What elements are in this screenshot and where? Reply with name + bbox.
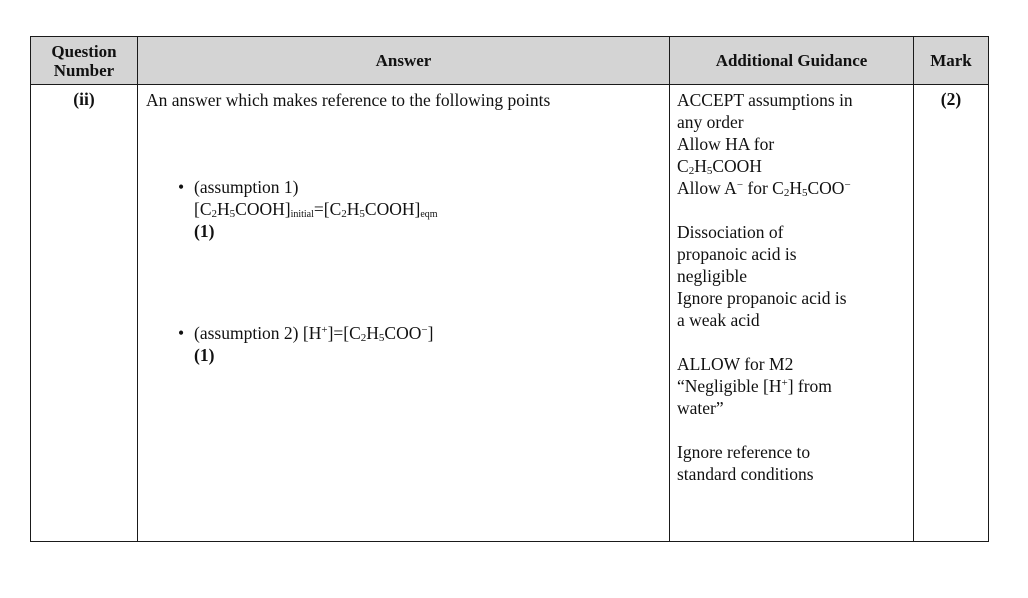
answer-cell [138, 85, 670, 542]
assumption-1-equation: $[C_2H_5COOH]_{initial}=[C_2H_5COOH]_{eqm}$ [194, 199, 438, 220]
mark-value: (2) [914, 85, 989, 542]
guidance-line: $C_2H_5COOH$ [677, 156, 762, 177]
guidance-cell [670, 85, 914, 542]
guidance-line: Ignore reference to [677, 442, 811, 462]
header-mark: Mark [914, 37, 989, 85]
answer-bullet-2 [146, 322, 661, 366]
header-answer: Answer [138, 37, 670, 85]
bullet-icon: • [178, 323, 185, 343]
guidance-line: a weak acid [677, 310, 760, 330]
guidance-line: standard conditions [677, 464, 814, 484]
assumption-1-label: (assumption 1) [194, 177, 299, 197]
assumption-2-label: (assumption 2) [194, 323, 299, 343]
assumption-1-mark: (1) [194, 221, 215, 241]
guidance-line: water” [677, 398, 724, 418]
table-row [31, 85, 989, 542]
guidance-line: Ignore propanoic acid is [677, 288, 847, 308]
guidance-line: Allow HA for [677, 134, 775, 154]
guidance-line: any order [677, 112, 744, 132]
assumption-2-line [194, 322, 661, 344]
answer-intro: An answer which makes reference to the following points [146, 90, 551, 110]
assumption-2-mark: (1) [194, 345, 215, 365]
question-number: (ii) [31, 85, 138, 542]
assumption-2-equation: $[H^+]=[C_2H_5COO^-]$ [302, 323, 434, 344]
guidance-line: Dissociation of [677, 222, 784, 242]
answer-bullet-1 [146, 176, 661, 242]
header-question-number: Question Number [31, 37, 138, 85]
guidance-line: negligible [677, 266, 747, 286]
guidance-line: ALLOW for M2 [677, 354, 794, 374]
guidance-line: Allow A− for $C_2H_5COO^-$ [677, 178, 851, 199]
guidance-line: propanoic acid is [677, 244, 797, 264]
bullet-icon: • [178, 177, 185, 197]
guidance-line: “Negligible [H+] from [677, 376, 832, 396]
header-row [31, 37, 989, 85]
header-additional-guidance: Additional Guidance [670, 37, 914, 85]
guidance-line: ACCEPT assumptions in [677, 90, 853, 110]
mark-scheme-table [30, 36, 989, 542]
